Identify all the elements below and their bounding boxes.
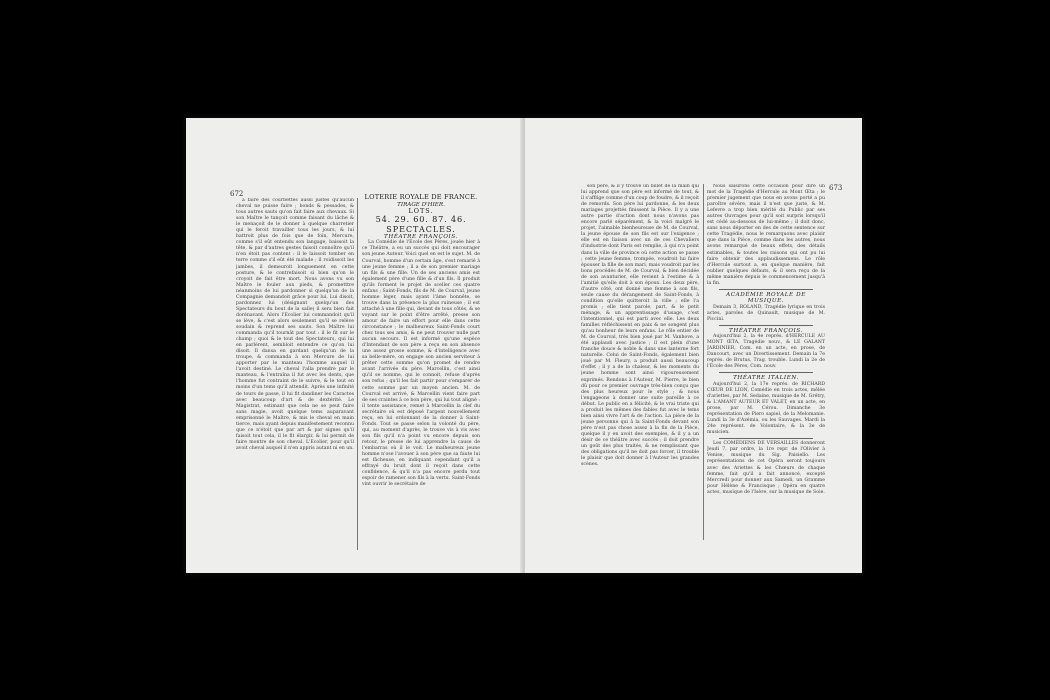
tirage-heading: TIRAGE D'HIER. [397,201,445,208]
body-text: Nous saisirons cette occasion pour dire un mot de la Tragédie d'Hercule au Mont Œta ; le premier jugement que nous en avons porté a pu paroître sévère, mais il n'est que juste, & M. Lefevre a trop bien mérité du Public par ses autres Ouvrages pour qu'il soit surpris lorsqu'il est cédé au-dessous de lui-même ; il doit donc, sans nous déporter en des de cette sentence sur cette Tragédie, nous le remarquons avec plaisir que dans la Pièce, comme dans les autres, nous avons remarqué de beaux effets, des détails estimables, & toutes les raisons qui ont pu lui faire obtenir des applaudissemens. Le rôle d'Hercule surtout a, en quelque manière, fait oublier quelques défauts, & il sera reçu de la même manière depuis le commencement jusqu'à la fin. [707,184,825,286]
text-column [362,194,480,546]
body-text: Demain 3, ROLAND, Tragédie lyrique en trois actes, paroles de Quinault, musique de M. Piccini. [707,304,825,322]
theatre-heading: THÉATRE FRANÇOIS. [384,233,458,240]
body-text: Aujourd'hui 2, la 17e représ. de RICHARD CŒUR DE LION, Comédie en trois actes, mêlée d'ariettes, par M. Sedaine, musique de M. Grétry, & L'AMANT AUTEUR ET VALET, en un acte, en prose, par M. Cérou. Dimanche 3e représentation de Piero sapiel, de la Melomanie. Lundi la 3e d'Azémia, ou les Sauvages. Mardi la 24e représent. de Volontaire, & la 3e de musicien. [707,381,825,436]
section-rule [719,325,813,326]
theatre-francois-heading: THÉATRE FRANÇOIS. [729,327,803,334]
section-rule [719,289,813,290]
body-text: son père, & il y trouve un billet de la main qui lui apprend que son père est informé de tout, & il s'afflige comme d'un coup de foudre, & il reçoit de remords. Son père lui pardonne, & les deux mariages projettés finissent la Pièce. Il y a une autre partie d'action dont nous n'avons pas encore parlé séparément, & la voici malgré le projet, l'aimable bienheureuse de M. de Courval, la jeune épouse de son fils est sur l'exigence ; elle est en liaison avec un de ces Chevaliers d'industrie dont Paris est remplie, à qui n'a point dans la ville de province où cette action se passe ; cette jeune femme, trompée, voudroit lui faire épouser la fille de son mari, mais voudroit par les bons procédés de M. de Courval, & bien décidée de son avanturier, elle revient à l'estime & à l'amitié qu'elle doit à son époux. Les deux père, d'autre côté, ont donné une femme à son fils, seule cause du dérangement de Saint-Fonds, à condition qu'elle quitteroit la ville ; elle l'a promis ; elle tient parole, part, & le petit ménage, & un apprentissage d'usage, c'est l'intentionnel, qui est parti avec elle. Les deux familles réfléchissent en paix & ne songent plus qu'au bonheur de leurs enfans. Le rôle entier de M. de Courval, très bien joué par M. Vanhove, a été applaudi avec justice ; il est plein d'une franche douce & noble & dans une lanterne fort naturelle. Celui de Saint-Fonds, également bien joué par M. Fleury, a produit aussi beaucoup d'effet ; il y a de la chaleur, & les moments du jeune homme sont ainsi vigoureusement exprimés. Rendons à l'Auteur, M. Pierre, le bien dû pour ce premier ouvrage très-bien conçu que des plus heureux pour le style ; & nous l'engageons à donner une suite pareille à ce début. Le public en a félicité, & le vrai triste qui a produit les mêmes des fables fut avec le tems bien ainsi vivre l'art & de l'action. La pièce de la jeune personne qui à la Saint-Fonds devant son père n'est pas chose assez à la fin de la Pièce, quelque il y en avoit des exemples, & il y a un désir de ce théâtre avec succès ; il doit prendre un goût des plus traités, & ne remplissant que des obligations qu'il ne doit pas forcer, il trouble le plaisir que doit donner à l'Auteur les grandes scènes. [581,184,699,468]
body-text: à faire des courbettes aussi justes qu'aucun cheval ne puisse faire ; bonds & pessades, & tous autres sauts qu'on fait faire aux chevaux. Si son Maître le tançoit comme faisant du lâche & le menaçoit de le donner à quelque charretier qui le feroit travailler tous les jours, & lui battroit plus de fois que de foin, Mercure, comme s'il eût entendu son langage, baissoit la tête, & par d'autres gestes faisoit connoître qu'il n'en étoit pas content : il le laissoit tomber en terre comme s'il eût été malade ; il roidissoit les jambes, il demeuroit longuement en cette posture, & le contrefaisoit si bien qu'on le croyoit de fait être mort. Nous avons vu son Maître le fouler aux pieds, & prometttre néanmoins de lui pardonner si quelqu'un de la Compagnie demandoit grâce pour lui. Lui disoit, pardonnez lui (désignant quelqu'un des Spectateurs du bout de la salle) il sera bien fait dorénavant. Alors l'Ecolier lui commandoit qu'il se lève, & c'est alors seulement qu'il se relève soudain & reprend ses sauts. Son Maître lui commanda qu'il tournât par tout : il le fit sur le champ ; quoi & le tout des Spectateurs, qui lui en parlèrent, sembloit entendre ce qu'on lui disoit. Il dansa en gardant quelqu'un de la troupe, & commanda à son Mercure de lui apporter par le manteau l'homme auquel il l'avoit destiné. Le cheval l'alla prendre par le manteau, & l'entraîna il fut avec les dents, que l'homme fut contraint de le suivre, & le tout en moins d'un tems qu'il attendit. Après une infinité de tours de passe, il lui fit dandiner les Caractes avec beaucoup d'art & de dextérité. Le Magistrat, estimant que cela ne se peut faire sans magie, avoit quelque tems auparavant emprisonné le Maître, & mis le cheval en main tierce, mais ayant depuis manifestement reconnu que ce n'étoit que par art & par signes qu'il faisoit tout cela, il le fit élargir, & lui permit de faire montre de son cheval. L'Ecolier, pour qu'il avoit cheval auquel il n'en appris autant ni en un. [236,198,354,451]
column-rule [357,198,358,550]
body-text: La Comédie de l'École des Pères, jouée hier à ce Théâtre, a eu un succès qui doit encourager son jeune Auteur. Voici quel en est le sujet. M. de Courval, homme d'un certain âge, s'est remarié à une jeune femme ; il a de son premier mariage un fils & une fille. Un de ses anciens amis est également père d'une fille & d'un fils. Il produit qu'ils forment le projet de sceller ces quatre enfans ; Saint-Fonds, fils de M. de Courval, jeune homme léger, mais ayant l'âme honnête, se trouve dans la présence la plus ruineuse ; il est attaché à une fille qui, devant de tous côtés, & se voyant sur le point d'être arrêté, presse son amour de faire un effort pour elle dans cette circonstance ; le malheureux Saint-Fonds court chez tous ses amis, & ne peut trouver nulle part aucun secours. Il est informé qu'une espèce d'Intendant de son père a reçu en son absence une assez grosse somme, & d'intelligence avec sa belle-mère, on engage son ancien serviteur à prêter cette somme qu'on promet de rendre avant l'arrivée du père. Marcellin, c'est ainsi qu'il se nomme, qui le connoit, refuse d'après son refus ; qu'il les fait partir pour s'emparer de cette somme par un moyen ancien. M. de Courval est arrivé, & Marcellin vient faire part de ses craintes à ce bon père, qui lui tout aligné : il tente assistance, remet à Marcellin la clef du secrétaire où est déposé l'argent nouvellement reçu, en lui ordonnant de la donner à Saint-Fonds. Tout se passe selon la volonté du père, qui, au moment d'après, le trouve vis à vis avec son fils qu'il n'a point vu encore depuis son retour, le presse de lui apprendre la cause de l'embarras où il le voit. Le malheureux jeune homme n'ose l'avouer à son père que sa faute lui est fâcheuse, en indiquant cependant qu'il a effrayé du bruit dont il reçoit dans cette confidence, & qu'il n'a pas encore perdu tout espoir de ramener son fils à la vertu. Saint-Fonds vint ouvrir le secrétaire de [362,240,480,488]
text-column [707,184,825,544]
body-text: Aujourd'hui 2, la 4e représ. d'HERCULE AU MONT ŒTA, Tragédie nouv., & LE GALANT JARDINIER, Com. en un acte, en prose, de Dancourt, avec un Divertissement. Demain la 7e représ. de Brutus, Trag. trouble. Lundi la 2e de l'École des Pères, Com. nouv. [707,334,825,370]
column-rule [703,184,704,540]
theatre-italien-heading: THÉATRE ITALIEN. [733,375,799,382]
lottery-numbers: 54. 29. 60. 87. 46. [375,214,467,225]
section-rule [719,372,813,373]
lots-heading: LOTS. [408,207,434,215]
right-page [525,118,862,573]
spectacles-heading: SPECTACLES. [386,224,456,234]
opera-heading: ACADÉMIE ROYALE DE MUSIQUE. [726,291,806,305]
section-rule [719,438,813,439]
text-column [581,184,699,540]
left-page [186,118,522,573]
page-number: 673 [829,184,843,192]
newspaper-spread [186,118,862,573]
page-number: 672 [230,190,244,198]
body-text: Les COMÉDIENS DE VERSAILLES donneront Jeudi 7, par ordre, la 1re repr. de l'Olivier à Venise, musique du Sig. Paisiello. Les représentations de cet Opéra seront toujours avec des Ariettes & les Chœurs de chaque femme, fait qu'il a fait annoncé, excepté Mercredi pour donner aux Samedi, un Gramme pour Hélène & Francisque ; Opéra en quatre actes, musique de l'Isère, sur la musique de Soie. [707,441,825,495]
text-column [236,198,354,550]
lottery-heading: LOTERIE ROYALE DE FRANCE. [364,194,478,201]
